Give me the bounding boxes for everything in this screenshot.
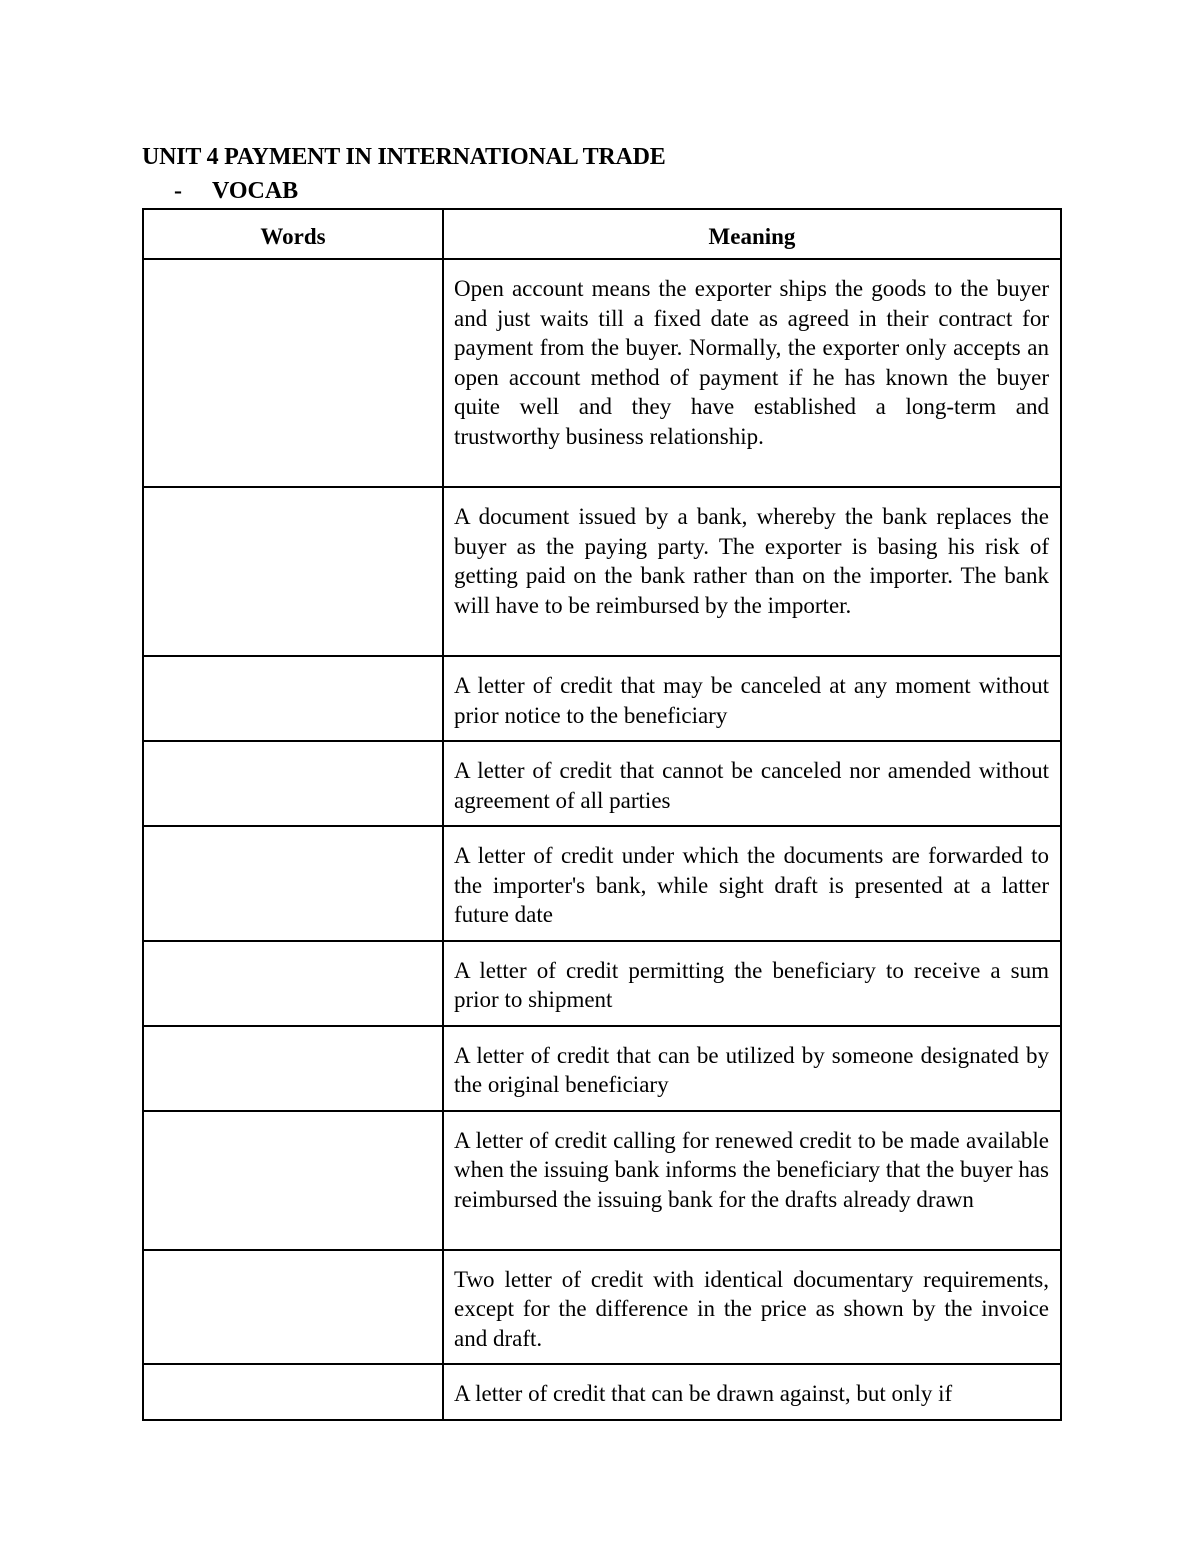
word-cell bbox=[143, 1364, 443, 1420]
vocab-table bbox=[142, 208, 1062, 1421]
word-cell bbox=[143, 941, 443, 1026]
table-row bbox=[143, 1364, 1061, 1420]
meaning-cell: Open account means the exporter ships the goods to the buyer and just waits till a fixed date as agreed in their contract for payment from the buyer. Normally, the exporter only accepts an open account method of payment if he has known the buyer quite well and they have established a long-term and trustworthy business relationship. bbox=[443, 259, 1061, 487]
word-cell bbox=[143, 1111, 443, 1250]
meaning-cell: A letter of credit that can be utilized by someone designated by the original beneficiary bbox=[443, 1026, 1061, 1111]
meaning-cell: Two letter of credit with identical documentary requirements, except for the difference in the price as shown by the invoice and draft. bbox=[443, 1250, 1061, 1365]
section-label-text: VOCAB bbox=[212, 178, 299, 204]
table-row bbox=[143, 826, 1061, 941]
word-cell bbox=[143, 259, 443, 487]
word-cell bbox=[143, 487, 443, 656]
word-cell bbox=[143, 656, 443, 741]
table-row bbox=[143, 1250, 1061, 1365]
table-row bbox=[143, 1111, 1061, 1250]
meaning-cell: A letter of credit that cannot be canceled nor amended without agreement of all parties bbox=[443, 741, 1061, 826]
header-meaning: Meaning bbox=[443, 209, 1061, 259]
header-words: Words bbox=[143, 209, 443, 259]
meaning-cell: A letter of credit permitting the beneficiary to receive a sum prior to shipment bbox=[443, 941, 1061, 1026]
word-cell bbox=[143, 1026, 443, 1111]
table-row bbox=[143, 1026, 1061, 1111]
meaning-cell: A letter of credit that may be canceled at any moment without prior notice to the beneficiary bbox=[443, 656, 1061, 741]
table-row bbox=[143, 941, 1061, 1026]
meaning-cell: A letter of credit calling for renewed credit to be made available when the issuing bank informs the beneficiary that the buyer has reimbursed the issuing bank for the drafts already drawn bbox=[443, 1111, 1061, 1250]
meaning-cell: A document issued by a bank, whereby the bank replaces the buyer as the paying party. The exporter is basing his risk of getting paid on the bank rather than on the importer. The bank will have to be reimbursed by the importer. bbox=[443, 487, 1061, 656]
word-cell bbox=[143, 741, 443, 826]
page-title: UNIT 4 PAYMENT IN INTERNATIONAL TRADE bbox=[142, 144, 666, 170]
section-dash: - bbox=[174, 178, 182, 204]
table-header-row bbox=[143, 209, 1061, 259]
table-row bbox=[143, 259, 1061, 487]
table-row bbox=[143, 656, 1061, 741]
word-cell bbox=[143, 826, 443, 941]
table-row bbox=[143, 487, 1061, 656]
meaning-cell: A letter of credit that can be drawn against, but only if bbox=[443, 1364, 1061, 1420]
section-label bbox=[174, 176, 298, 206]
meaning-cell: A letter of credit under which the documents are forwarded to the importer's bank, while sight draft is presented at a latter future date bbox=[443, 826, 1061, 941]
word-cell bbox=[143, 1250, 443, 1365]
table-row bbox=[143, 741, 1061, 826]
